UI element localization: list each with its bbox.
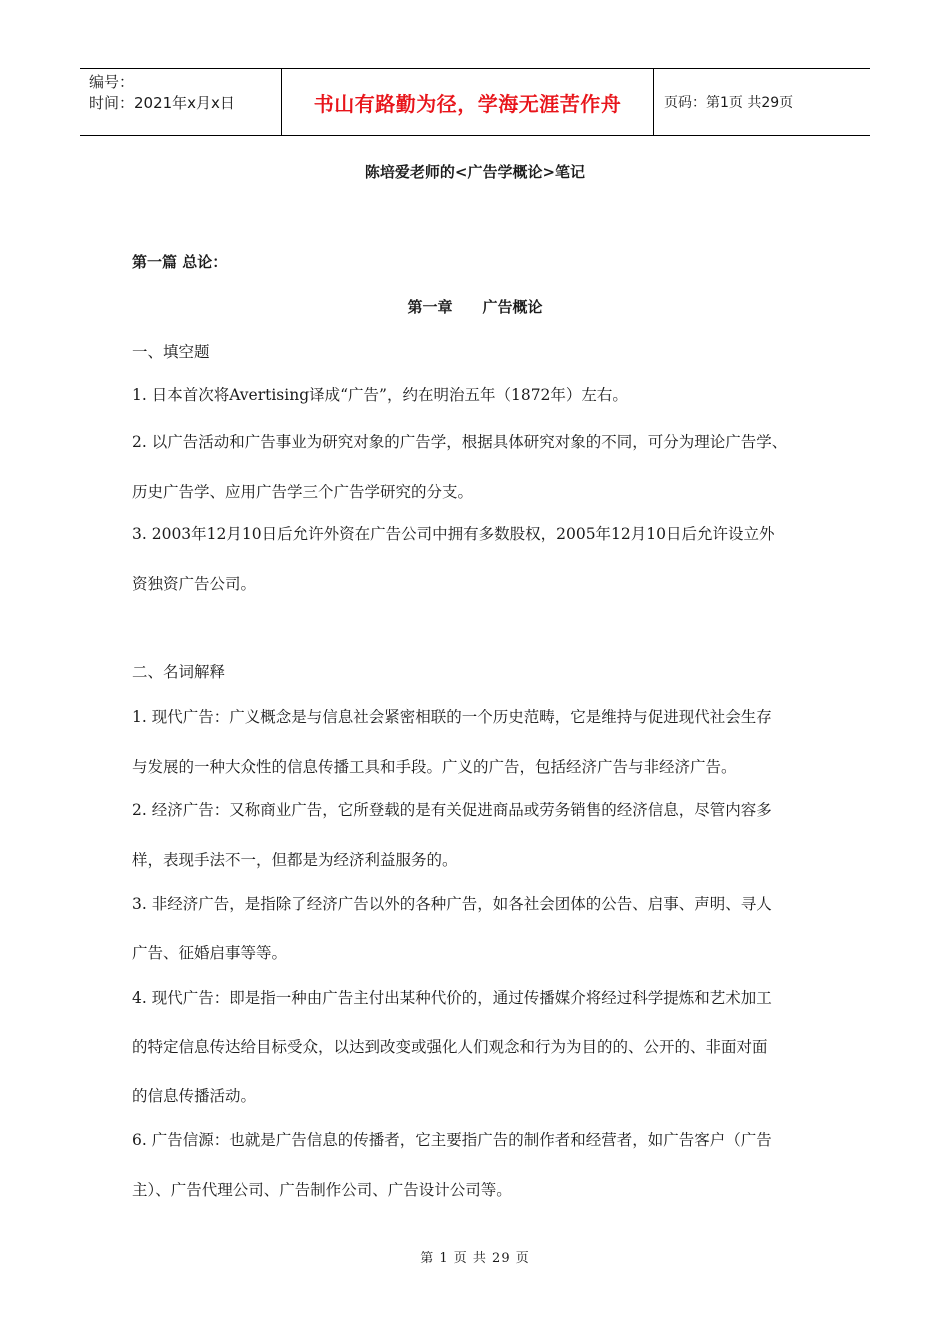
body-line: 2. 经济广告：又称商业广告，它所登载的是有关促进商品或劳务销售的经济信息，尽管内容多 <box>132 801 772 819</box>
body-line: 3. 2003年12月10日后允许外资在广告公司中拥有多数股权，2005年12月10日后允许设立外 <box>132 525 775 543</box>
body-line: 历史广告学、应用广告学三个广告学研究的分支。 <box>132 483 474 501</box>
body-line: 3. 非经济广告，是指除了经济广告以外的各种广告，如各社会团体的公告、启事、声明、寻人 <box>132 895 772 913</box>
code-label: 编号： <box>89 73 135 91</box>
body-line: 广告、征婚启事等等。 <box>132 944 288 962</box>
motto-cell <box>281 69 654 135</box>
body-line: 1. 现代广告：广义概念是与信息社会紧密相联的一个历史范畴，它是维持与促进现代社会生存 <box>132 708 772 726</box>
body-line: 4. 现代广告：即是指一种由广告主付出某种代价的，通过传播媒介将经过科学提炼和艺术加工 <box>132 989 772 1007</box>
page-info-cell <box>654 69 870 135</box>
body-line: 的特定信息传达给目标受众，以达到改变或强化人们观念和行为为目的的、公开的、非面对面 <box>132 1038 768 1056</box>
section-heading-terms: 二、名词解释 <box>132 663 226 681</box>
body-line: 2. 以广告活动和广告事业为研究对象的广告学，根据具体研究对象的不同，可分为理论广告学、 <box>132 433 788 451</box>
time-label: 时间：2021年x月x日 <box>89 94 235 112</box>
body-line: 6. 广告信源：也就是广告信息的传播者，它主要指广告的制作者和经营者，如广告客户（广告 <box>132 1131 772 1149</box>
motto-text: 书山有路勤为径，学海无涯苦作舟 <box>313 91 622 116</box>
header-table <box>80 68 870 136</box>
chapter-title <box>0 296 950 317</box>
body-line: 资独资广告公司。 <box>132 575 257 593</box>
body-line: 样，表现手法不一，但都是为经济利益服务的。 <box>132 851 458 869</box>
body-line: 主）、广告代理公司、广告制作公司、广告设计公司等。 <box>132 1181 512 1199</box>
chapter-label: 第一章 <box>407 298 453 316</box>
document-title: 陈培爱老师的<广告学概论>笔记 <box>364 163 586 181</box>
chapter-name: 广告概论 <box>482 298 543 316</box>
page-info-text: 页码：第1页 共29页 <box>664 95 794 111</box>
page-footer: 第 1 页 共 29 页 <box>420 1251 530 1266</box>
body-line: 1. 日本首次将Avertising译成“广告”，约在明治五年（1872年）左右。 <box>132 386 628 404</box>
part-title: 第一篇 总论： <box>132 253 228 271</box>
header-meta-cell <box>80 69 281 135</box>
section-heading-fill-blank: 一、填空题 <box>132 343 210 361</box>
body-line: 与发展的一种大众性的信息传播工具和手段。广义的广告，包括经济广告与非经济广告。 <box>132 758 737 776</box>
body-line: 的信息传播活动。 <box>132 1087 257 1105</box>
